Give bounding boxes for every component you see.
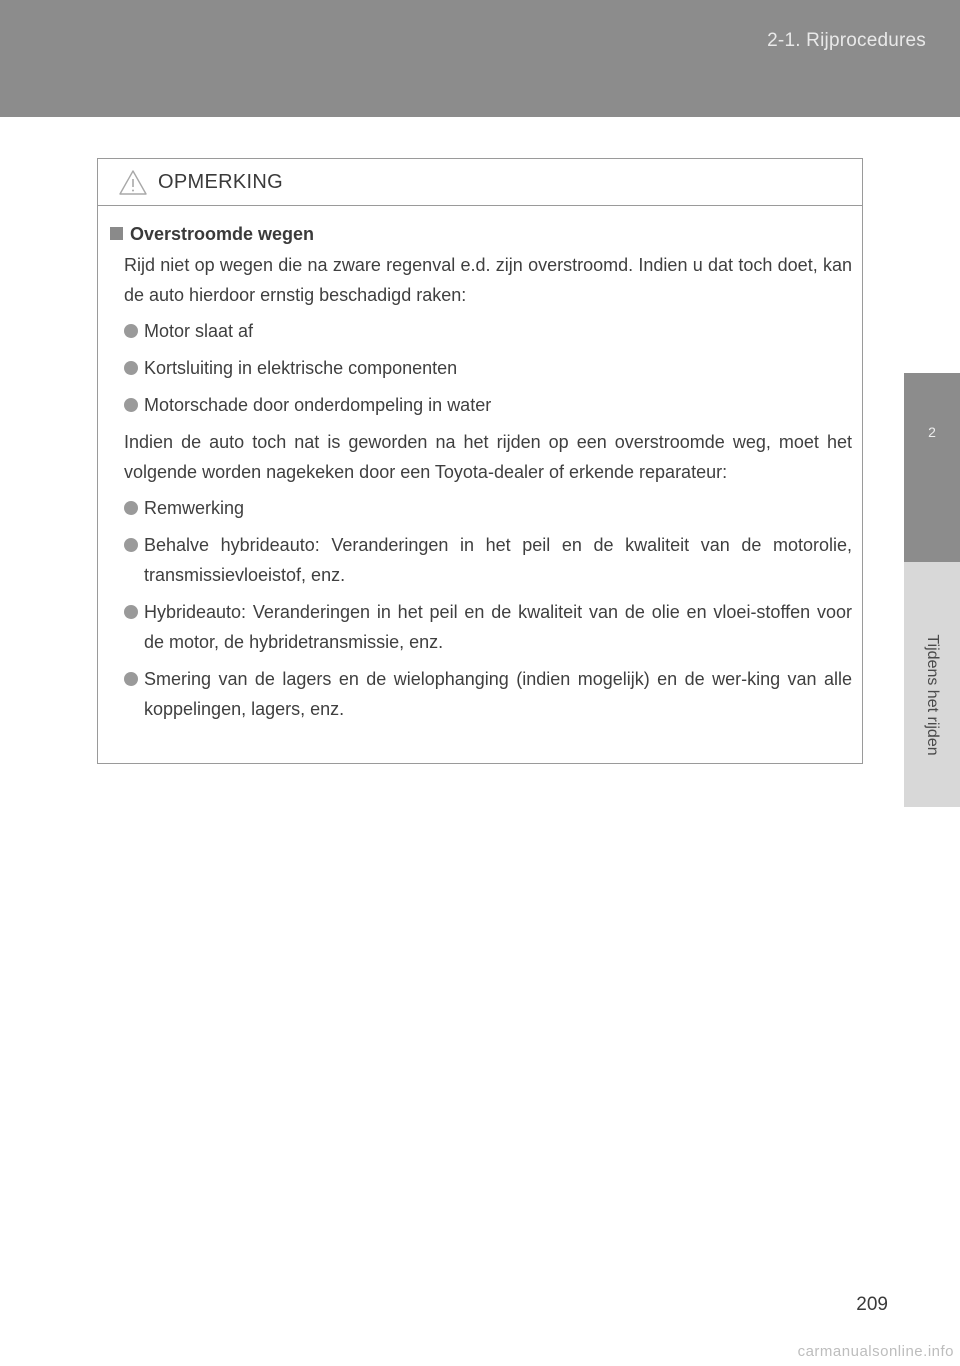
list-item-text: Remwerking: [144, 498, 245, 518]
list-item: [124, 316, 852, 346]
round-bullet-icon: [124, 324, 138, 338]
chapter-title: Tijdens het rijden: [924, 634, 941, 756]
notice-header: [98, 159, 862, 206]
list-item-text: Smering van de lagers en de wielophanging (indien mogelijk) en de wer-king van alle koppelingen, lagers, enz.: [144, 669, 852, 719]
list-item: [124, 353, 852, 383]
intro-paragraph: Rijd niet op wegen die na zware regenval e.d. zijn overstroomd. Indien u dat toch doet, kan de auto hierdoor ernstig beschadigd raken:: [124, 255, 852, 305]
page-number: 209: [856, 1294, 888, 1315]
round-bullet-icon: [124, 361, 138, 375]
chapter-side-tab: [904, 117, 960, 1366]
notice-title: OPMERKING: [158, 171, 283, 193]
list-item: [124, 493, 852, 523]
round-bullet-icon: [124, 538, 138, 552]
watermark: carmanualsonline.info: [797, 1343, 954, 1360]
warning-triangle-icon: [118, 169, 148, 196]
list-item-text: Motorschade door onderdompeling in water: [144, 395, 492, 415]
round-bullet-icon: [124, 398, 138, 412]
round-bullet-icon: [124, 605, 138, 619]
list-item-text: Kortsluiting in elektrische componenten: [144, 358, 458, 378]
damage-list: [124, 316, 852, 420]
followup-paragraph: Indien de auto toch nat is geworden na het rijden op een overstroomde weg, moet het volgende worden nagekeken door een Toyota-dealer of erkende reparateur:: [124, 432, 852, 482]
chapter-number-box: [904, 373, 960, 562]
list-item: [124, 530, 852, 590]
chapter-number: 2: [928, 424, 936, 440]
list-item-text: Motor slaat af: [144, 321, 254, 341]
check-list: [124, 493, 852, 724]
round-bullet-icon: [124, 672, 138, 686]
list-item-text: Hybrideauto: Veranderingen in het peil en de kwaliteit van de olie en vloei-stoffen voor de motor, de hybridetransmissie, enz.: [144, 602, 852, 652]
list-item: [124, 390, 852, 420]
list-item-text: Behalve hybrideauto: Veranderingen in het peil en de kwaliteit van de motorolie, transmissievloeistof, enz.: [144, 535, 852, 585]
square-bullet-icon: [110, 227, 123, 240]
section-title: 2-1. Rijprocedures: [767, 30, 926, 51]
list-item: [124, 597, 852, 657]
notice-body: [98, 206, 862, 724]
subheading: [108, 222, 852, 246]
round-bullet-icon: [124, 501, 138, 515]
header-band: [0, 0, 960, 117]
list-item: [124, 664, 852, 724]
notice-box: [97, 158, 863, 764]
subheading-text: Overstroomde wegen: [130, 224, 315, 244]
